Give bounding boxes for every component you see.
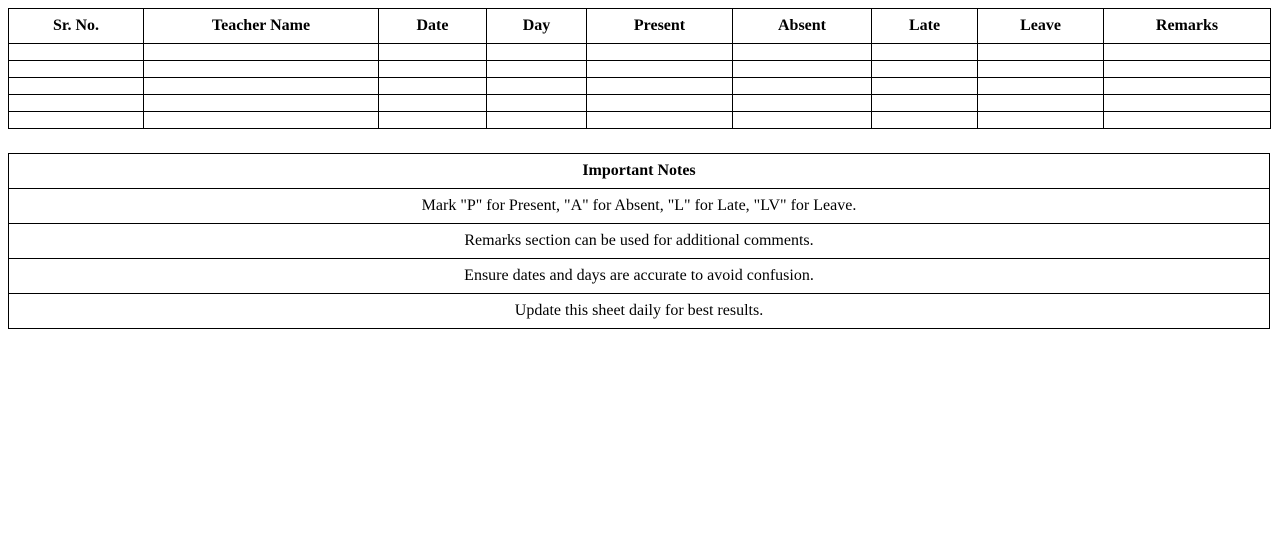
table-cell[interactable] — [379, 95, 487, 112]
table-cell[interactable] — [487, 61, 587, 78]
table-cell[interactable] — [872, 61, 978, 78]
table-cell[interactable] — [733, 112, 872, 129]
table-cell[interactable] — [978, 112, 1104, 129]
table-cell[interactable] — [144, 95, 379, 112]
list-item — [9, 259, 1270, 294]
table-cell[interactable] — [978, 95, 1104, 112]
note-text: Ensure dates and days are accurate to avoid confusion. — [9, 259, 1270, 294]
attendance-table — [8, 8, 1271, 129]
table-cell[interactable] — [872, 112, 978, 129]
table-row — [9, 78, 1271, 95]
table-cell[interactable] — [587, 61, 733, 78]
column-header-day: Day — [487, 9, 587, 44]
table-cell[interactable] — [1104, 95, 1271, 112]
table-cell[interactable] — [733, 95, 872, 112]
table-cell[interactable] — [733, 61, 872, 78]
notes-table — [8, 153, 1270, 329]
note-text: Mark "P" for Present, "A" for Absent, "L" for Late, "LV" for Leave. — [9, 189, 1270, 224]
table-cell[interactable] — [587, 95, 733, 112]
list-item — [9, 294, 1270, 329]
column-header-remarks: Remarks — [1104, 9, 1271, 44]
table-cell[interactable] — [379, 44, 487, 61]
table-cell[interactable] — [379, 78, 487, 95]
column-header-teacher-name: Teacher Name — [144, 9, 379, 44]
column-header-present: Present — [587, 9, 733, 44]
table-cell[interactable] — [872, 78, 978, 95]
table-cell[interactable] — [9, 44, 144, 61]
table-cell[interactable] — [1104, 61, 1271, 78]
table-cell[interactable] — [9, 95, 144, 112]
table-cell[interactable] — [144, 112, 379, 129]
table-cell[interactable] — [587, 78, 733, 95]
table-cell[interactable] — [9, 61, 144, 78]
table-row — [9, 61, 1271, 78]
table-cell[interactable] — [487, 112, 587, 129]
column-header-date: Date — [379, 9, 487, 44]
table-cell[interactable] — [144, 44, 379, 61]
table-cell[interactable] — [872, 44, 978, 61]
column-header-absent: Absent — [733, 9, 872, 44]
table-cell[interactable] — [733, 78, 872, 95]
page-content — [8, 8, 1270, 329]
table-cell[interactable] — [1104, 44, 1271, 61]
note-text: Remarks section can be used for additional comments. — [9, 224, 1270, 259]
table-cell[interactable] — [978, 61, 1104, 78]
column-header-leave: Leave — [978, 9, 1104, 44]
list-item — [9, 224, 1270, 259]
list-item — [9, 189, 1270, 224]
table-header-row — [9, 9, 1271, 44]
table-row — [9, 112, 1271, 129]
table-cell[interactable] — [144, 78, 379, 95]
table-cell[interactable] — [9, 112, 144, 129]
table-cell[interactable] — [1104, 112, 1271, 129]
table-cell[interactable] — [379, 112, 487, 129]
table-cell[interactable] — [144, 61, 379, 78]
notes-title: Important Notes — [9, 154, 1270, 189]
table-cell[interactable] — [487, 78, 587, 95]
table-cell[interactable] — [733, 44, 872, 61]
table-cell[interactable] — [587, 112, 733, 129]
table-cell[interactable] — [978, 44, 1104, 61]
table-cell[interactable] — [9, 78, 144, 95]
table-cell[interactable] — [978, 78, 1104, 95]
table-cell[interactable] — [379, 61, 487, 78]
table-cell[interactable] — [487, 44, 587, 61]
table-cell[interactable] — [1104, 78, 1271, 95]
table-cell[interactable] — [487, 95, 587, 112]
table-cell[interactable] — [872, 95, 978, 112]
column-header-sr-no: Sr. No. — [9, 9, 144, 44]
notes-header-row — [9, 154, 1270, 189]
table-row — [9, 95, 1271, 112]
table-row — [9, 44, 1271, 61]
column-header-late: Late — [872, 9, 978, 44]
table-cell[interactable] — [587, 44, 733, 61]
note-text: Update this sheet daily for best results. — [9, 294, 1270, 329]
